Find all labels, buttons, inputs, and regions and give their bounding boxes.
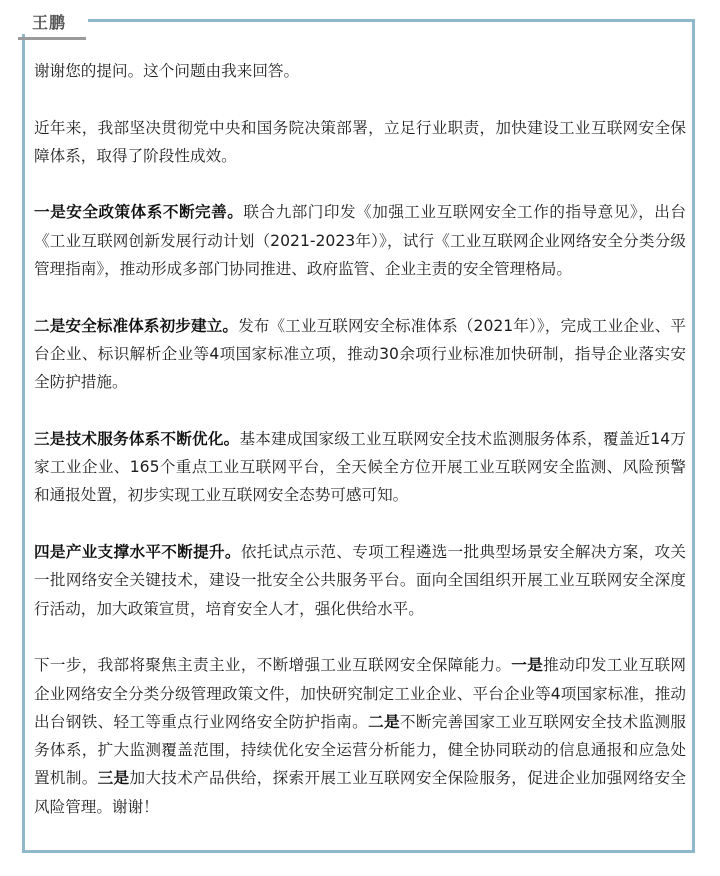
bold-heading: 一是 — [511, 656, 544, 675]
paragraph-5 — [34, 425, 686, 510]
bold-heading: 四是产业支撑水平不断提升。 — [34, 543, 241, 562]
bold-heading: 三是 — [97, 769, 130, 788]
paragraph-3 — [34, 198, 686, 283]
paragraph-text: 近年来，我部坚决贯彻党中央和国务院决策部署，立足行业职责，加快建设工业互联网安全保障体系，取得了阶段性成效。 — [34, 118, 686, 165]
paragraph-1 — [34, 57, 686, 85]
paragraph-text: 基本建成国家级工业互联网安全技术监测服务体系，覆盖近14万家工业企业、165个重点工业互联网平台，全天候全方位开展工业互联网安全监测、风险预警和通报处置，初步实现工业互联网安全态势可感可知。 — [34, 429, 686, 505]
bold-heading: 三是技术服务体系不断优化。 — [34, 429, 240, 448]
paragraph-text: 发布《工业互联网安全标准体系（2021年）》，完成工业企业、平台企业、标识解析企业等4项国家标准立项，推动30余项行业标准加快研制，指导企业落实安全防护措施。 — [34, 316, 686, 392]
paragraph-4 — [34, 312, 686, 397]
bold-heading: 二是 — [368, 712, 400, 731]
bold-heading: 二是安全标准体系初步建立。 — [34, 316, 239, 335]
speaker-name: 王鹏 — [32, 13, 67, 32]
paragraph-7 — [34, 651, 686, 821]
bold-heading: 一是安全政策体系不断完善。 — [34, 203, 244, 222]
paragraph-text: 不断完善国家工业互联网安全技术监测服务体系，扩大监测覆盖范围，持续优化安全运营分析能力，健全协同联动的信息通报和应急处置机制。 — [34, 712, 686, 788]
paragraph-text: 推动印发工业互联网企业网络安全分类分级管理政策文件，加快研究制定工业企业、平台企业等4项国家标准，推动出台钢铁、轻工等重点行业网络安全防护指南。 — [34, 656, 686, 731]
paragraph-text: 下一步，我部将聚焦主责主业，不断增强工业互联网安全保障能力。 — [34, 656, 512, 675]
paragraph-text: 联合九部门印发《加强工业互联网安全工作的指导意见》，出台《工业互联网创新发展行动计划（2021-2023年）》，试行《工业互联网企业网络安全分类分级管理指南》，推动形成多部门协同推进、政府监管、企业主责的安全管理格局。 — [34, 203, 686, 279]
paragraph-2 — [34, 114, 686, 171]
paragraph-text: 加大技术产品供给，探索开展工业互联网安全保险服务，促进企业加强网络安全风险管理。谢谢！ — [34, 769, 686, 816]
speaker-underline — [18, 37, 86, 40]
paragraph-text: 依托试点示范、专项工程遴选一批典型场景安全解决方案，攻关一批网络安全关键技术，建设一批安全公共服务平台。面向全国组织开展工业互联网安全深度行活动，加大政策宣贯，培育安全人才，强化供给水平。 — [34, 543, 686, 618]
paragraph-6 — [34, 538, 686, 623]
paragraph-text: 谢谢您的提问。这个问题由我来回答。 — [34, 62, 300, 80]
answer-text — [34, 57, 686, 821]
